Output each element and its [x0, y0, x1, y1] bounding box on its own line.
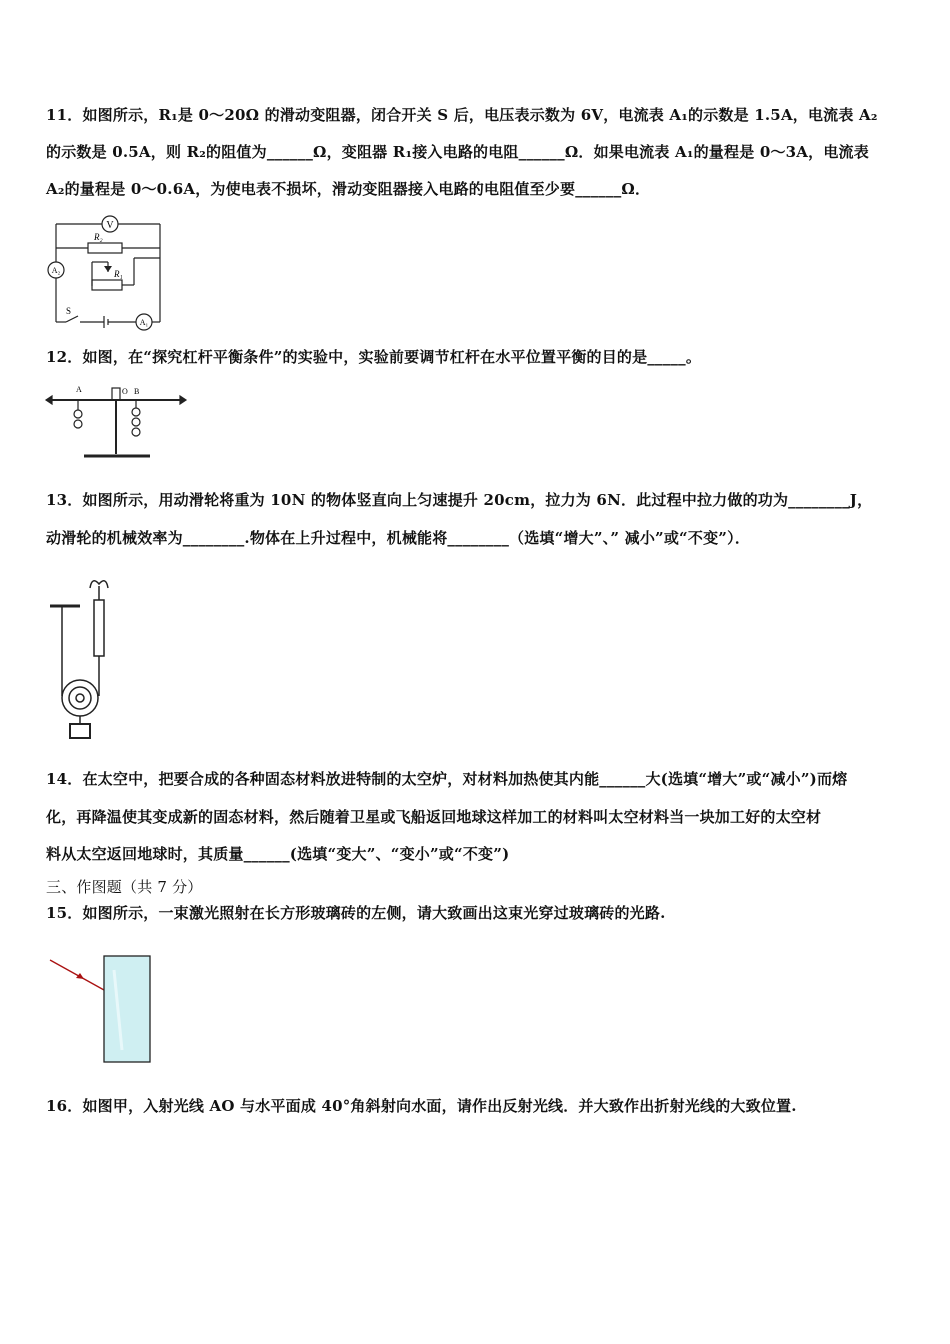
- q11-a1-label: A₁: [139, 318, 149, 327]
- q11-a2-label: A₂: [51, 266, 61, 275]
- q11-voltmeter-label: V: [106, 220, 114, 231]
- q14-line-3: 料从太空返回地球时，其质量______(选填“变大”、“变小”或“不变”): [46, 845, 510, 863]
- q14-line-2: 化，再降温使其变成新的固态材料，然后随着卫星或飞船返回地球这样加工的材料叫太空材料当一块加工好的太空材: [46, 808, 822, 826]
- q11-switch-label: S: [66, 306, 72, 316]
- q13-line-1: 13．如图所示，用动滑轮将重为 10N 的物体竖直向上匀速提升 20cm，拉力为 6N．此过程中拉力做的功为________J，: [46, 491, 873, 509]
- q13-pulley-diagram: [44, 572, 120, 740]
- q14-line-1: 14．在太空中，把要合成的各种固态材料放进特制的太空炉，对材料加热使其内能______大(选填“增大”或“减小”)而熔: [46, 770, 848, 788]
- q15-glass-brick: [104, 956, 150, 1062]
- q11-line-2: 的示数是 0.5A，则 R₂的阻值为______Ω，变阻器 R₁接入电路的电阻______Ω．如果电流表 A₁的量程是 0～3A，电流表: [46, 143, 869, 161]
- q15-line-1: 15．如图所示，一束激光照射在长方形玻璃砖的左侧，请大致画出这束光穿过玻璃砖的光路.: [46, 904, 666, 922]
- q12-lever-diagram: [44, 382, 190, 466]
- q12-point-a-label: A: [76, 385, 82, 394]
- q15-laser-beam: [50, 960, 104, 990]
- q15-glass-block-diagram: [44, 950, 156, 1066]
- q13-line-2: 动滑轮的机械效率为________.物体在上升过程中，机械能将________（选填“增大”、” 减小”或“不变”）．: [46, 529, 751, 547]
- q12-line-1: 12．如图，在“探究杠杆平衡条件”的实验中，实验前要调节杠杆在水平位置平衡的目的是_____。: [46, 348, 702, 366]
- q12-point-o-label: O: [122, 387, 128, 396]
- section-3-title: 三、作图题（共 7 分）: [46, 878, 203, 896]
- q11-r2-label: R₂: [94, 232, 103, 242]
- q11-r1-label: R₁: [114, 269, 123, 279]
- q16-line-1: 16．如图甲，入射光线 AO 与水平面成 40°角斜射向水面，请作出反射光线．并大致作出折射光线的大致位置.: [46, 1097, 797, 1115]
- q11-line-1: 11．如图所示，R₁是 0～20Ω 的滑动变阻器，闭合开关 S 后，电压表示数为 6V，电流表 A₁的示数是 1.5A，电流表 A₂: [46, 106, 878, 124]
- q11-line-3: A₂的量程是 0～0.6A，为使电表不损坏，滑动变阻器接入电路的电阻值至少要______Ω．: [46, 180, 651, 198]
- q11-circuit-diagram: [44, 210, 174, 334]
- q12-point-b-label: B: [134, 387, 140, 396]
